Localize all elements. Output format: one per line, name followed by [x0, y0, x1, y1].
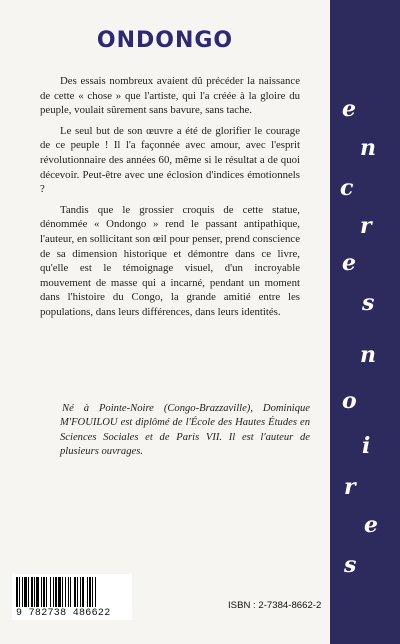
collection-letter: o [342, 388, 357, 414]
collection-letter: s [344, 552, 357, 578]
blurb [40, 74, 300, 326]
collection-letter: e [342, 96, 356, 122]
collection-letter: e [342, 250, 356, 276]
collection-letter: s [362, 290, 375, 316]
collection-letter: c [340, 175, 354, 201]
collection-letter: n [360, 342, 376, 368]
collection-letter: e [364, 512, 378, 538]
collection-letter: r [360, 213, 372, 239]
author-bio [60, 402, 310, 460]
blurb-paragraph-1: Des essais nombreux avaient dû précéder la naissance de cette « chose » que l'artiste, qui l'a créée à la gloire du peuple, voulait sûrement sans bavure, sans tache. [40, 75, 300, 117]
barcode [12, 574, 132, 620]
collection-letter: r [344, 474, 356, 500]
blurb-paragraph-2: Le seul but de son œuvre a été de glorifier le courage de ce peuple ! Il l'a façonnée avec amour, avec l'esprit révolutionnaire des années 60, même si le résultat a de quoi décevoir. Peut-être avec une éclosion d'indices émotionnels ? [40, 124, 300, 196]
collection-letter: n [360, 135, 376, 161]
barcode-number: 9 782738 486622 [16, 608, 111, 619]
book-title: ONDONGO [96, 28, 234, 53]
author-bio-text: Né à Pointe-Noire (Congo-Brazzaville), Dominique M'FOUILOU est diplômé de l'École des Hautes Études en Sciences Sociales et de Paris VII. Il est l'auteur de plusieurs ouvrages. [60, 403, 310, 458]
collection-letter: i [362, 433, 371, 459]
isbn: ISBN : 2-7384-8662-2 [228, 600, 322, 611]
barcode-bars [16, 577, 128, 607]
blurb-paragraph-3: Tandis que le grossier croquis de cette statue, dénommée « Ondongo » rend le passant antipathique, l'auteur, en sollicitant son œil pour penser, prend conscience de sa dimension historique et démontre dans ce livre, qu'elle est le témoignage visuel, d'un incroyable mouvement de masse qui a incarné, pendant un moment dans l'histoire du Congo, la grande amitié entre les populations, dans leurs différences, dans leurs identités. [40, 203, 300, 318]
collection-sidebar [330, 0, 400, 644]
